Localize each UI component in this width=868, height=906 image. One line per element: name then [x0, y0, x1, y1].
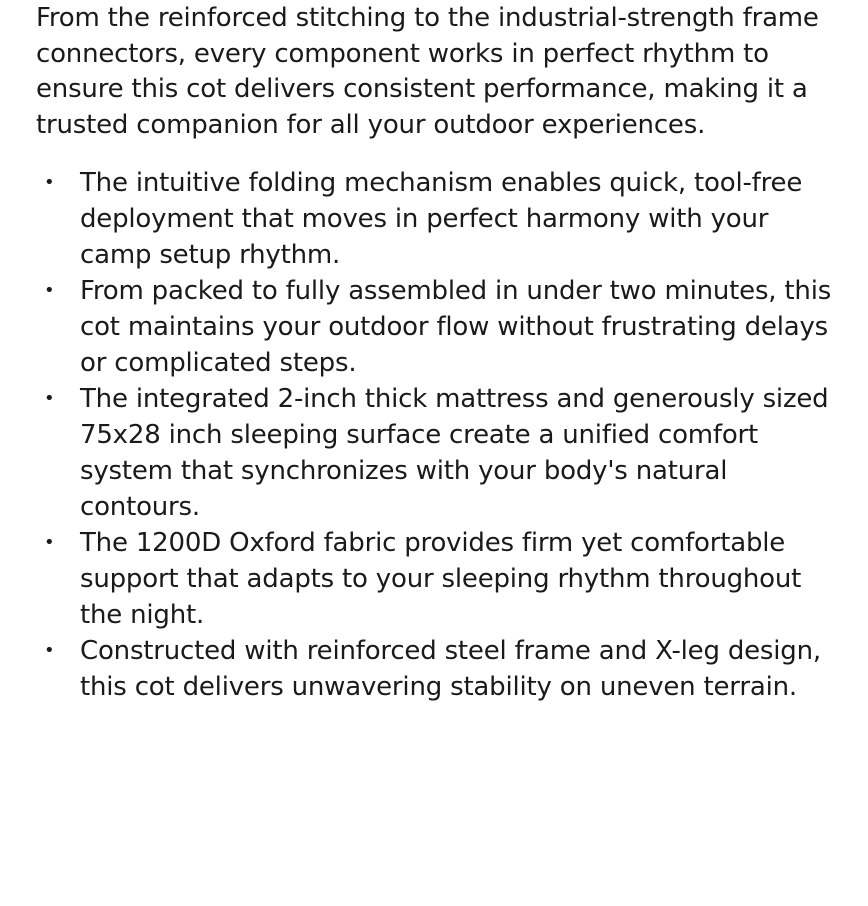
- feature-text: From packed to fully assembled in under two minutes, this cot maintains your outdoor flow without frustrating delays or complicated steps.: [80, 276, 832, 378]
- feature-text: Constructed with reinforced steel frame and X-leg design, this cot delivers unwavering stability on uneven terrain.: [80, 636, 821, 702]
- feature-list: [36, 165, 832, 705]
- feature-text: The integrated 2-inch thick mattress and generously sized 75x28 inch sleeping surface create a unified comfort system that synchronizes with your body's natural contours.: [80, 384, 829, 522]
- bullet-icon: •: [44, 388, 55, 409]
- feature-item: [36, 165, 832, 273]
- feature-item: [36, 633, 832, 705]
- feature-item: [36, 381, 832, 525]
- feature-item: [36, 273, 832, 381]
- bullet-icon: •: [44, 280, 55, 301]
- feature-text: The intuitive folding mechanism enables quick, tool-free deployment that moves in perfect harmony with your camp setup rhythm.: [80, 168, 803, 270]
- intro-paragraph: From the reinforced stitching to the industrial-strength frame connectors, every component works in perfect rhythm to ensure this cot delivers consistent performance, making it a trusted companion for all your outdoor experiences.: [36, 3, 819, 140]
- feature-text: The 1200D Oxford fabric provides firm yet comfortable support that adapts to your sleeping rhythm throughout the night.: [80, 528, 802, 630]
- bullet-icon: •: [44, 640, 55, 661]
- feature-item: [36, 525, 832, 633]
- bullet-icon: •: [44, 172, 55, 193]
- bullet-icon: •: [44, 532, 55, 553]
